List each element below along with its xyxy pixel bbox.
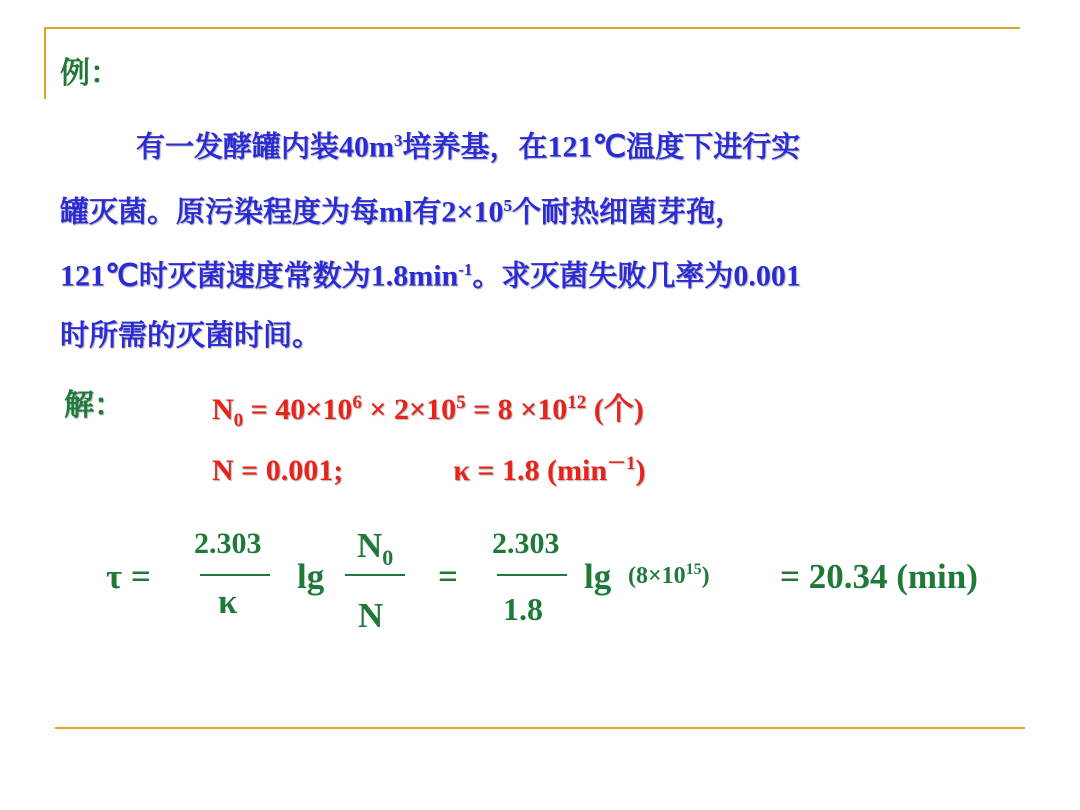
problem-line-2: 罐灭菌。原污染程度为每ml有$2\times 10^5$个耐热细菌芽孢， xyxy=(60,194,744,229)
coef-numerator: 2.303 xyxy=(194,527,262,560)
left-rule xyxy=(44,27,46,99)
coef2-fraction-bar xyxy=(497,574,567,576)
lg-argument: $(8\times 10^{15})$ xyxy=(628,561,710,589)
bottom-rule xyxy=(55,727,1025,729)
top-rule xyxy=(44,27,1020,29)
coef-fraction-bar xyxy=(200,574,270,576)
solution-label: 解： xyxy=(64,388,124,423)
example-label: 例： xyxy=(60,56,120,91)
lg-operator-1: lg xyxy=(297,557,325,596)
problem-line-3: 121℃时灭菌速度常数为$1.8\min^{-1}$。求灭菌失败几率为0.001 xyxy=(60,258,801,293)
result-value: = 20.34 (min) xyxy=(780,557,978,596)
ratio-fraction-bar xyxy=(345,574,405,576)
problem-statement xyxy=(60,112,1020,364)
tau-lhs: τ = xyxy=(106,557,151,596)
coef-denominator: κ xyxy=(218,582,238,621)
coef2-denominator: 1.8 xyxy=(503,591,543,627)
parameters-line xyxy=(212,448,646,488)
initial-count-equation: $N_0 = 40\times 10^6 \times 2\times 10^5 = 8 \times 10^{12}$ (个) xyxy=(212,392,644,431)
rate-constant-value: κ = 1.8 $(\min^{-1})$ xyxy=(453,453,646,487)
ratio-denominator: N xyxy=(358,596,384,635)
lg-operator-2: lg xyxy=(584,557,612,596)
problem-line-4: 时所需的灭菌时间。 xyxy=(60,317,322,352)
equals-sign: = xyxy=(438,557,458,596)
ratio-numerator: $N_0$ xyxy=(357,526,394,570)
final-count-value: N = 0.001; xyxy=(212,454,344,487)
coef2-numerator: 2.303 xyxy=(492,527,560,560)
problem-line-1: 有一发酵罐内装$40m^3$培养基，在121℃温度下进行实 xyxy=(136,129,801,164)
